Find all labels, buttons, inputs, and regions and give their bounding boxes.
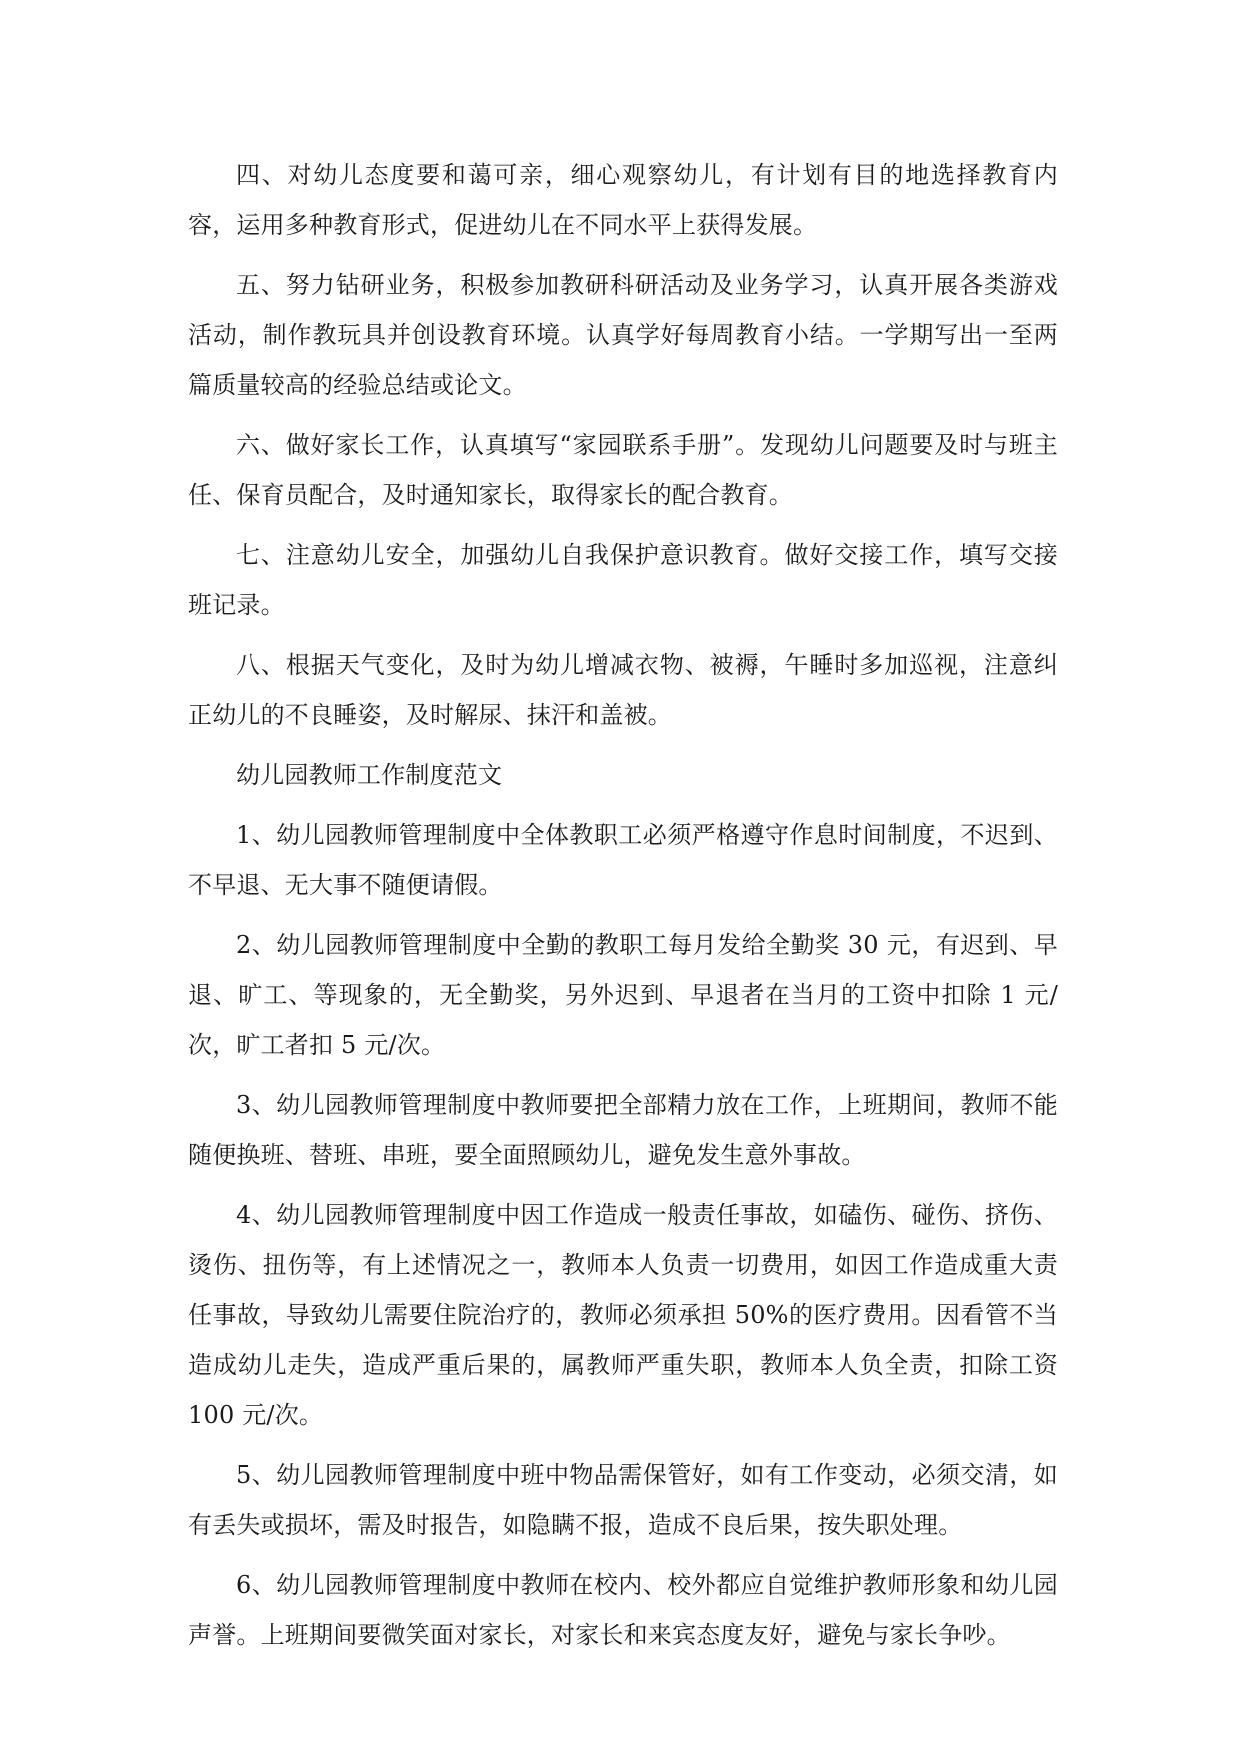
paragraph-item-4: 四、对幼儿态度要和蔼可亲，细心观察幼儿，有计划有目的地选择教育内容，运用多种教育形式，促进幼儿在不同水平上获得发展。 bbox=[188, 161, 1058, 239]
paragraph-item-7: 七、注意幼儿安全，加强幼儿自我保护意识教育。做好交接工作，填写交接班记录。 bbox=[188, 541, 1058, 619]
paragraph-item-5: 五、努力钻研业务，积极参加教研科研活动及业务学习，认真开展各类游戏活动，制作教玩具并创设教育环境。认真学好每周教育小结。一学期写出一至两篇质量较高的经验总结或论文。 bbox=[188, 271, 1058, 399]
rule-item-2: 2、幼儿园教师管理制度中全勤的教职工每月发给全勤奖 30 元，有迟到、早退、旷工、等现象的，无全勤奖，另外迟到、早退者在当月的工资中扣除 1 元/次，旷工者扣 5 元/次。 bbox=[188, 931, 1058, 1059]
rule-item-6: 6、幼儿园教师管理制度中教师在校内、校外都应自觉维护教师形象和幼儿园声誉。上班期间要微笑面对家长，对家长和来宾态度友好，避免与家长争吵。 bbox=[188, 1571, 1058, 1649]
rule-item-1: 1、幼儿园教师管理制度中全体教职工必须严格遵守作息时间制度，不迟到、不早退、无大事不随便请假。 bbox=[188, 821, 1058, 899]
rule-item-4: 4、幼儿园教师管理制度中因工作造成一般责任事故，如磕伤、碰伤、挤伤、烫伤、扭伤等，有上述情况之一，教师本人负责一切费用，如因工作造成重大责任事故，导致幼儿需要住院治疗的，教师必须承担 50%的医疗费用。因看管不当造成幼儿走失，造成严重后果的，属教师严重失职，教师本人负全责，扣除工资 100 元/次。 bbox=[188, 1201, 1058, 1429]
rule-item-3: 3、幼儿园教师管理制度中教师要把全部精力放在工作，上班期间，教师不能随便换班、替班、串班，要全面照顾幼儿，避免发生意外事故。 bbox=[188, 1091, 1058, 1169]
section-heading: 幼儿园教师工作制度范文 bbox=[236, 761, 503, 789]
paragraph-item-8: 八、根据天气变化，及时为幼儿增减衣物、被褥，午睡时多加巡视，注意纠正幼儿的不良睡姿，及时解尿、抹汗和盖被。 bbox=[188, 651, 1058, 729]
paragraph-item-6: 六、做好家长工作，认真填写“家园联系手册”。发现幼儿问题要及时与班主任、保育员配合，及时通知家长，取得家长的配合教育。 bbox=[188, 431, 1058, 509]
document-body bbox=[188, 150, 1058, 1670]
rule-item-5: 5、幼儿园教师管理制度中班中物品需保管好，如有工作变动，必须交清，如有丢失或损坏，需及时报告，如隐瞒不报，造成不良后果，按失职处理。 bbox=[188, 1461, 1058, 1539]
